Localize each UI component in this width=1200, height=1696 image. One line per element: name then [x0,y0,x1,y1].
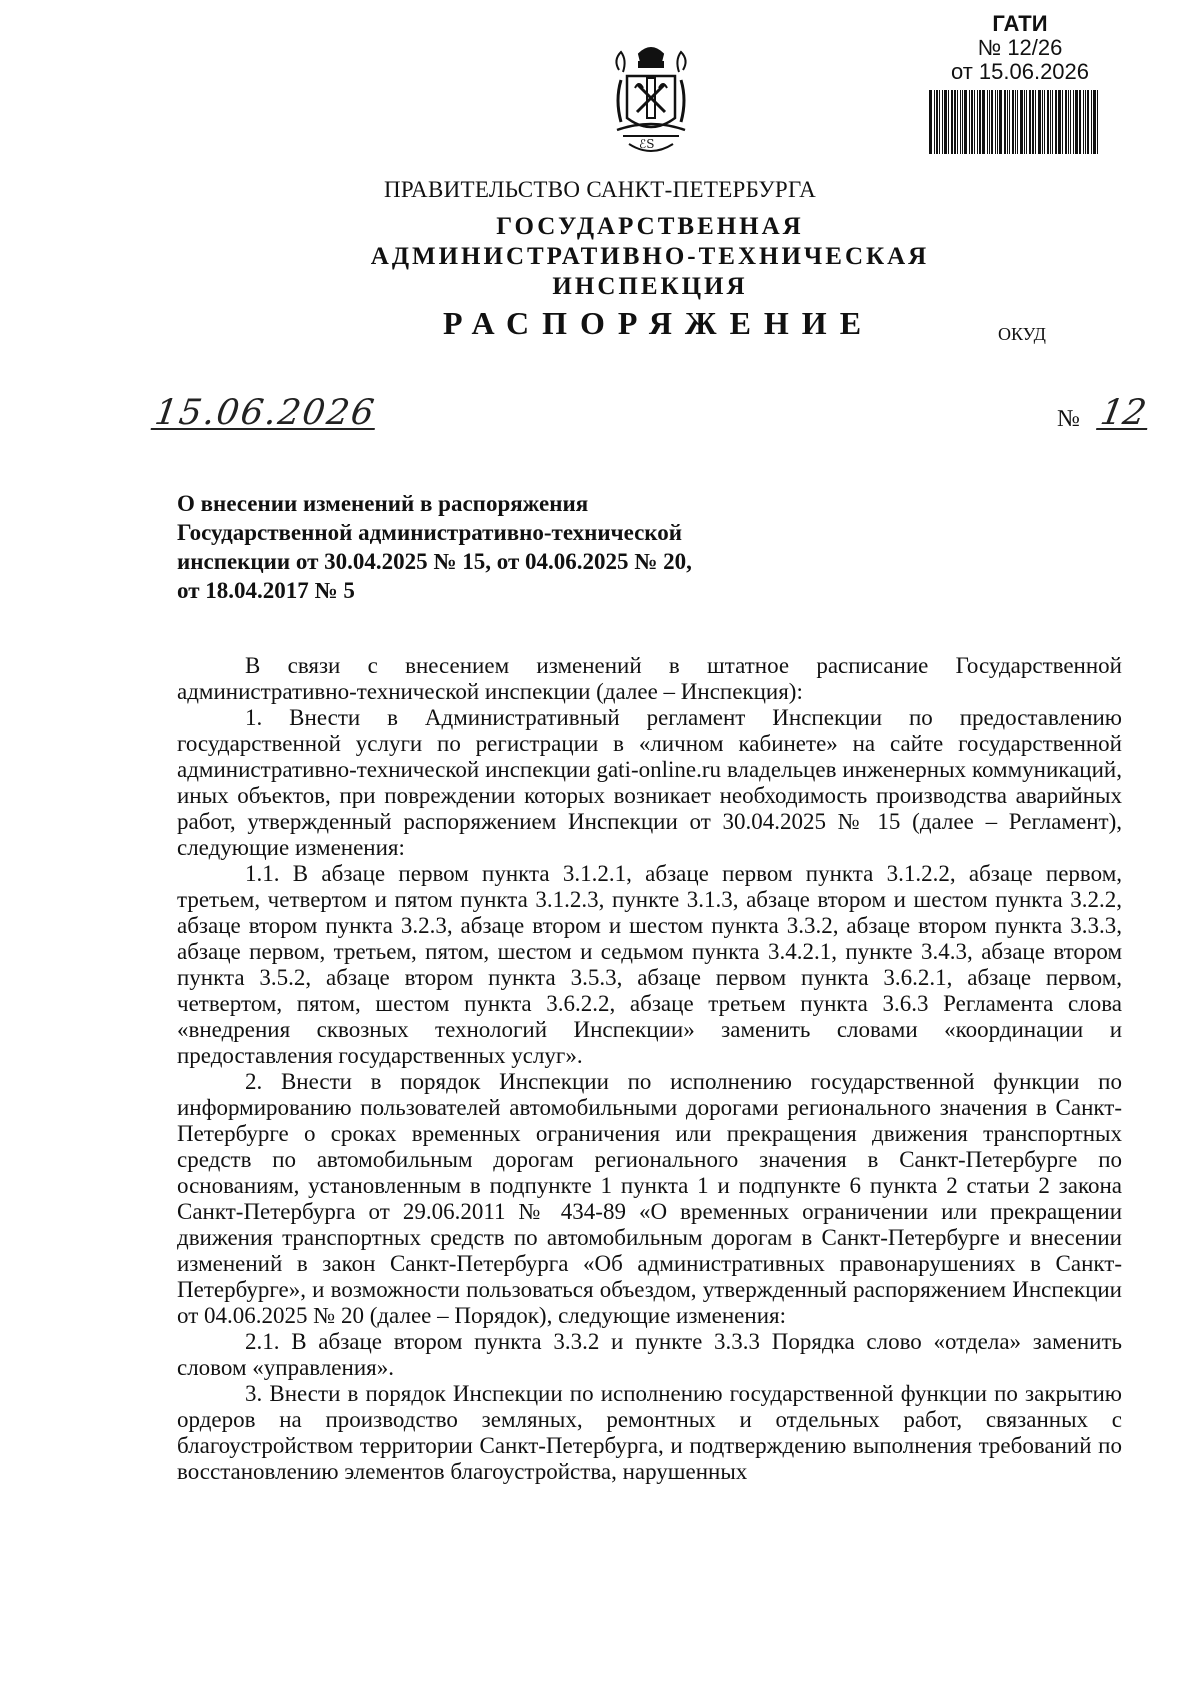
barcode-bar [969,90,970,154]
barcode-bar [1024,90,1025,154]
barcode-bar [1091,90,1092,154]
stamp-date: от 15.06.2026 [950,59,1090,84]
barcode-bar [1079,90,1081,154]
barcode-bar [1062,90,1063,154]
barcode-bar [1085,90,1086,154]
barcode-bar [1012,90,1014,154]
subject-line: от 18.04.2017 № 5 [177,578,355,603]
document-type-title: РАСПОРЯЖЕНИЕ [443,305,875,341]
barcode-bar [991,90,993,154]
barcode-bar [1050,90,1051,154]
barcode-bar [1047,90,1049,154]
barcode-bar [1070,90,1071,154]
barcode-bar [934,90,935,154]
body-paragraph: 1.1. В абзаце первом пункта 3.1.2.1, абзаце первом пункта 3.1.2.2, абзаце первом, третьем, четвертом и пятом пункта 3.1.2.3, пункте 3.1.3, абзаце втором и шестом пункта 3.2.2, абзаце втором пункта 3.2.3, абзаце втором и шестом пункта 3.3.2, абзаце втором пункта 3.3.3, абзаце первом, третьем, пятом, шестом и седьмом пункта 3.4.2.1, пункте 3.4.3, абзаце втором пункта 3.5.2, абзаце втором пункта 3.5.3, абзаце первом пункта 3.6.2.1, абзаце первом, четвертом, пятом, шестом пункта 3.6.2.2, абзаце третьем пункта 3.6.3 Регламента слова «внедрения сквозных технологий Инспекции» заменить словами «координации и предоставления государственных услуг». [177,861,1122,1068]
barcode-bar [1029,90,1031,154]
barcode-bar [989,90,990,154]
barcode-bar [979,90,981,154]
barcode-bar [936,90,938,154]
barcode-bar [982,90,985,154]
barcode-bar [1093,90,1096,154]
barcode-bar [1073,90,1074,154]
government-name: ПРАВИТЕЛЬСТВО САНКТ-ПЕТЕРБУРГА [383,177,817,202]
barcode-bar [1017,90,1018,154]
barcode-bar [995,90,996,154]
barcode-bar [1087,90,1089,154]
barcode-bar [1052,90,1053,154]
barcode-bar [960,90,961,154]
barcode-bar [1042,90,1043,154]
document-body [177,653,1122,1485]
agency-line: ГОСУДАРСТВЕННАЯ [496,213,804,240]
barcode-bar [951,90,953,154]
barcode-bar [974,90,975,154]
stamp-number: № 12/26 [977,35,1063,60]
barcode-bar [929,90,932,154]
body-paragraph: В связи с внесением изменений в штатное расписание Государственной административно-технической инспекции (далее – Инспекция): [177,653,1122,704]
barcode-bar [999,90,1002,154]
barcode-bar [1026,90,1027,154]
handwritten-date: 15.06.2026 [152,393,379,433]
barcode-bar [977,90,978,154]
coat-of-arms-saint-petersburg-icon [609,40,694,160]
agency-line: ИНСПЕКЦИЯ [552,273,748,300]
barcode-bar [1007,90,1008,154]
barcode-bar [964,90,967,154]
subject-line: О внесении изменений в распоряжения [177,491,589,516]
barcode-bar [954,90,956,154]
barcode-bar [957,90,958,154]
subject-line: инспекции от 30.04.2025 № 15, от 04.06.2025 № 20, [177,549,692,574]
barcode-bar [1009,90,1010,154]
barcode-bar [1004,90,1006,154]
agency-name [0,212,1200,302]
barcode-bar [1035,90,1036,154]
subject-line: Государственной административно-технической [177,520,682,545]
number-label: № [1057,406,1080,432]
document-subject [177,489,797,605]
barcode-bar [1032,90,1034,154]
barcode-bar [1020,90,1023,154]
stamp-org: ГАТИ [992,11,1048,36]
barcode-bar [939,90,940,154]
barcode-bar [997,90,998,154]
barcode-bar [1068,90,1069,154]
okud-label: ОКУД [998,324,1046,344]
barcode-bar [944,90,947,154]
registration-stamp [920,12,1120,84]
body-paragraph: 2.1. В абзаце втором пункта 3.3.2 и пункте 3.3.3 Порядка слово «отдела» заменить словом «управления». [177,1329,1122,1380]
body-paragraph: 3. Внести в порядок Инспекции по исполнению государственной функции по закрытию ордеров на производство земляных, ремонтных и отдельных работ, связанных с благоустройством территории Санкт-Петербурга, и подтверждению выполнения требований по восстановлению элементов благоустройства, нарушенных [177,1381,1122,1484]
agency-line: АДМИНИСТРАТИВНО-ТЕХНИЧЕСКАЯ [370,243,930,270]
barcode-bar [971,90,973,154]
barcode-bar [1075,90,1078,154]
barcode-bar [1083,90,1084,154]
barcode-bar [1058,90,1061,154]
barcode-bar [1055,90,1057,154]
barcode-bar [1038,90,1041,154]
svg-text:ℰS: ℰS [639,137,655,151]
barcode-bar [1044,90,1045,154]
body-paragraph: 1. Внести в Административный регламент Инспекции по предоставлению государственной услуги по регистрации в «личном кабинете» на сайте государственной административно-технической инспекции gati-online.ru владельцев инженерных коммуникаций, иных объектов, при повреждении которых возникает необходимость производства аварийных работ, утвержденный распоряжением Инспекции от 30.04.2025 № 15 (далее – Регламент), следующие изменения: [177,705,1122,860]
barcode-bar [948,90,949,154]
barcode-bar [1015,90,1016,154]
barcode-bar [1097,90,1098,154]
handwritten-number: 12 [1097,393,1150,433]
barcode-icon [929,90,1101,154]
barcode-bar [987,90,988,154]
barcode-bar [942,90,943,154]
barcode-bar [1065,90,1067,154]
body-paragraph: 2. Внести в порядок Инспекции по исполнению государственной функции по информированию пользователей автомобильными дорогами регионального значения в Санкт-Петербурге о сроках временных ограничения или прекращения движения транспортных средств по автомобильным дорогам регионального значения в Санкт-Петербурге по основаниям, установленным в подпункте 1 пункта 1 и подпункте 6 пункта 2 статьи 2 закона Санкт-Петербурга от 29.06.2011 № 434-89 «О временных ограничении или прекращении движения транспортных средств по автомобильным дорогам в Санкт-Петербурге и внесении изменений в закон Санкт-Петербурга «Об административных правонарушениях в Санкт-Петербурге», и возможности пользоваться объездом, утвержденный распоряжением Инспекции от 04.06.2025 № 20 (далее – Порядок), следующие изменения: [177,1069,1122,1328]
barcode-bar [962,90,963,154]
